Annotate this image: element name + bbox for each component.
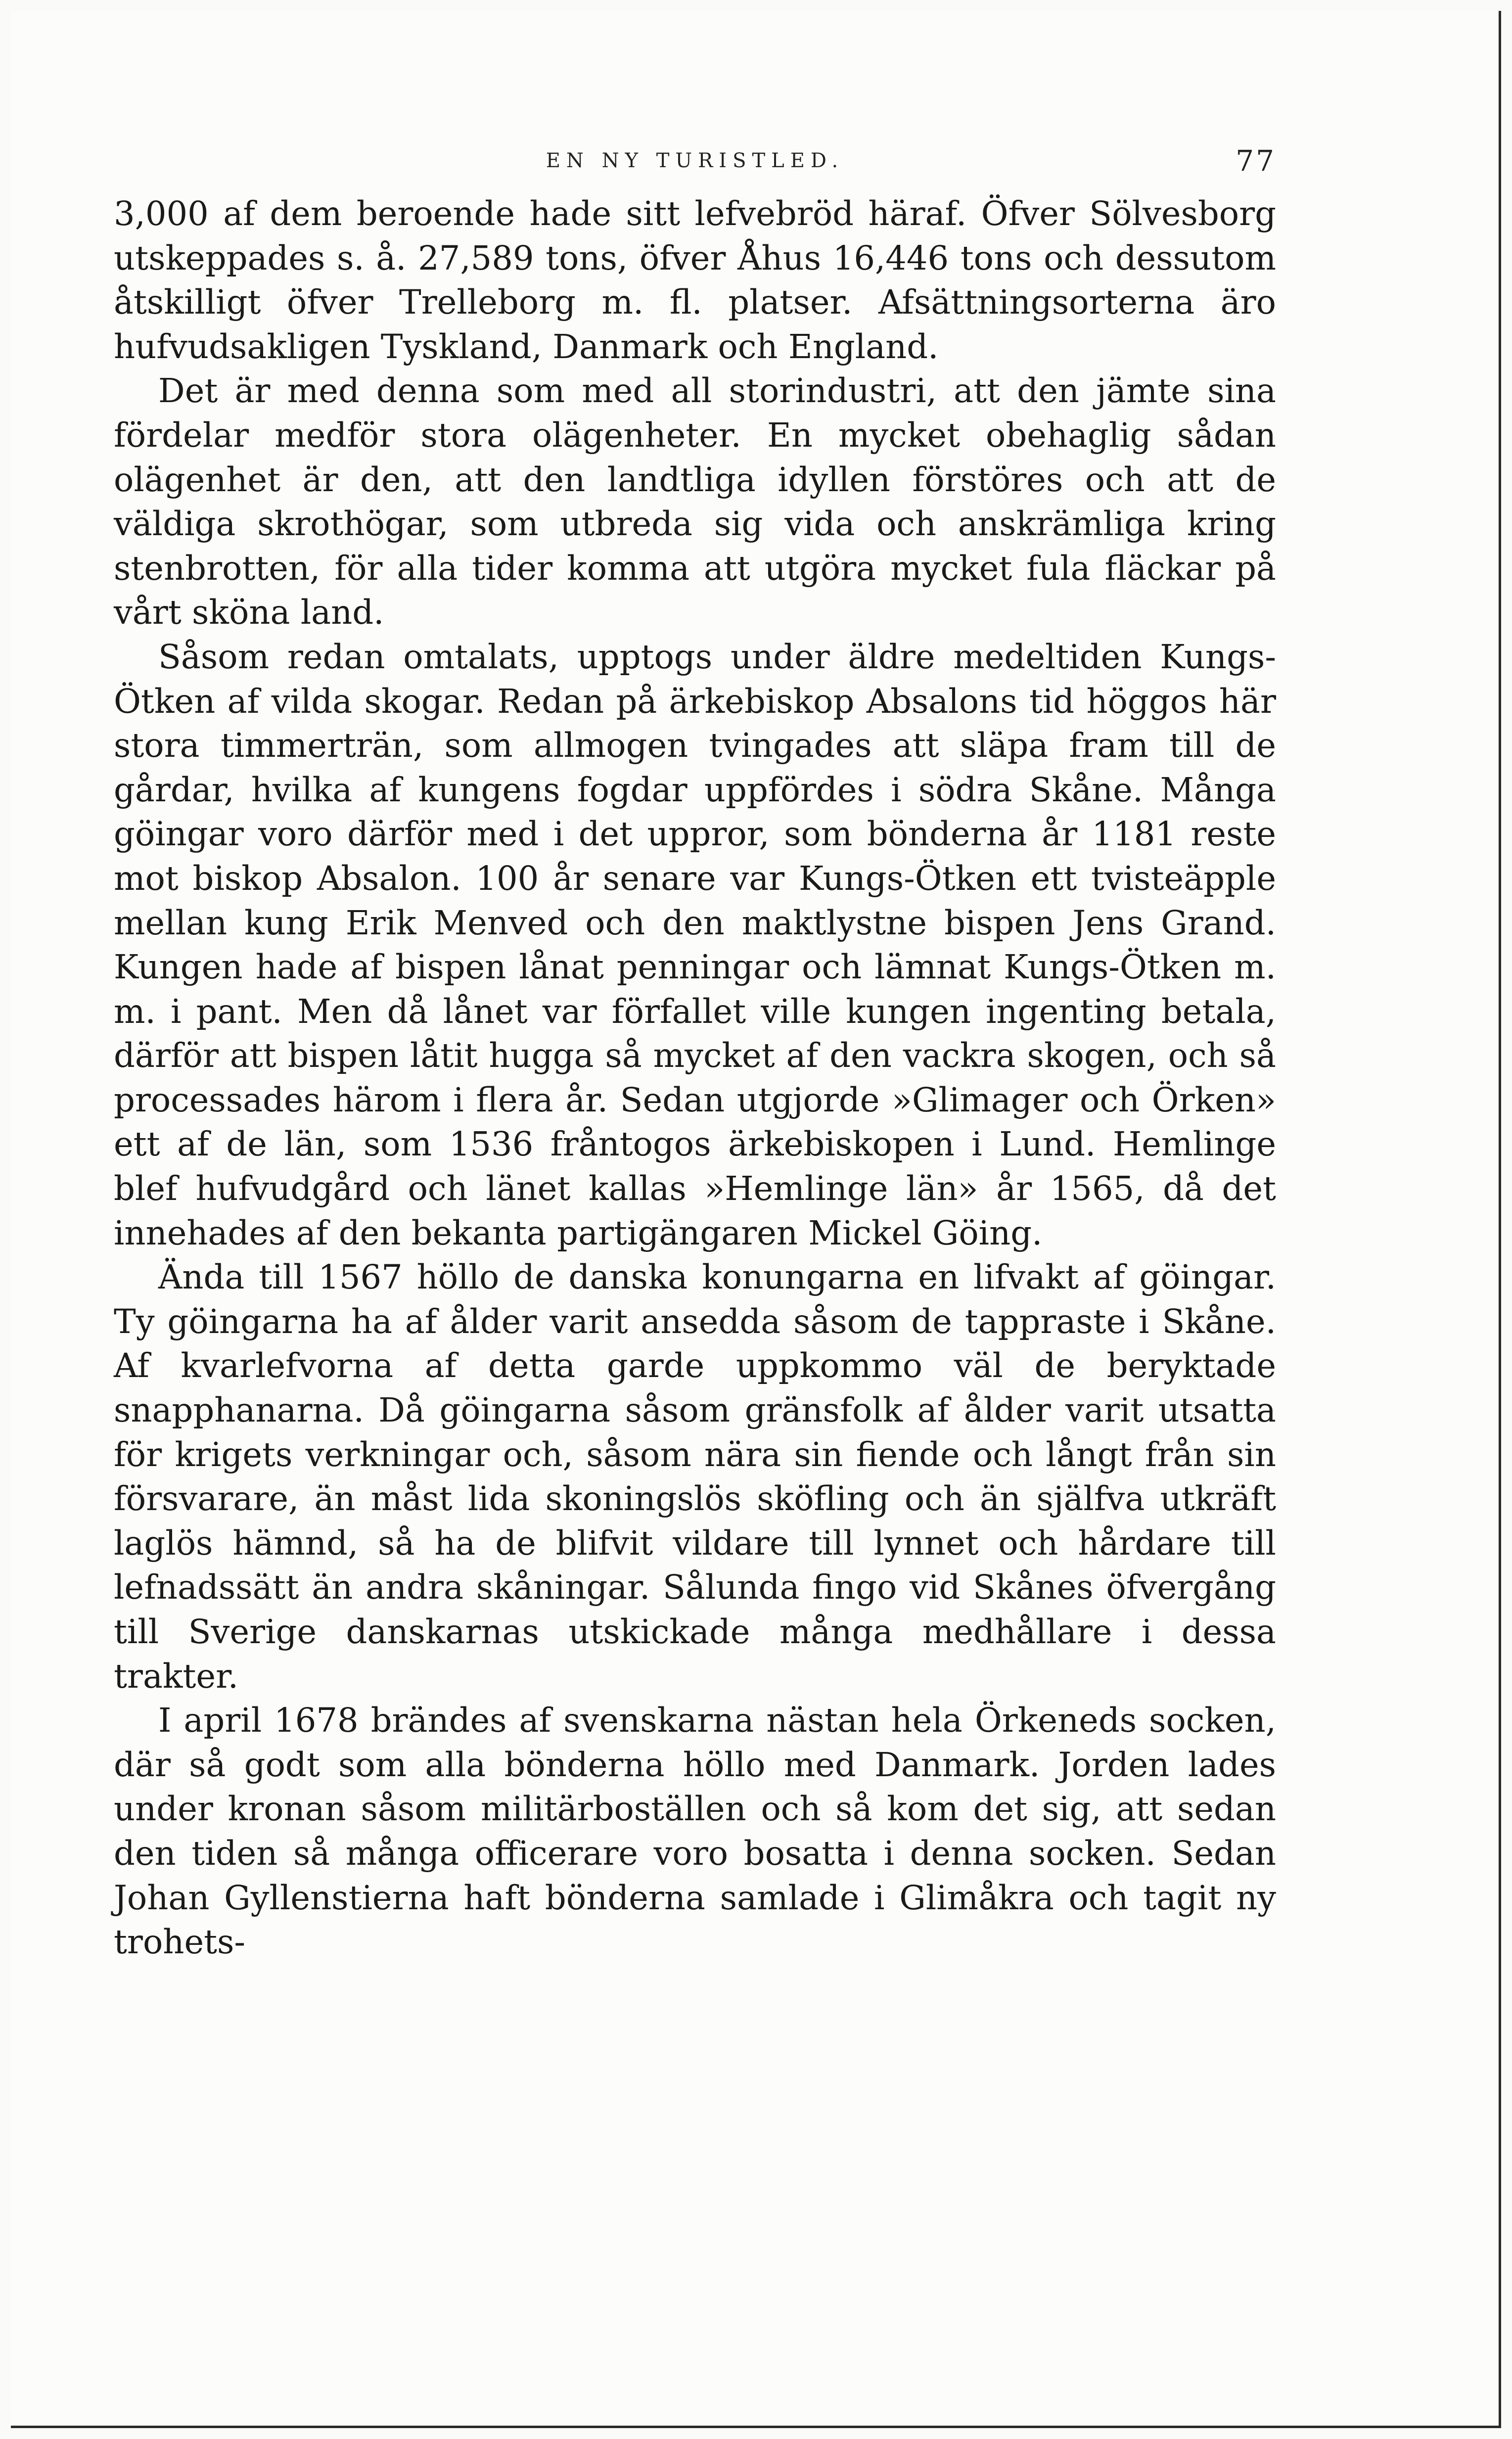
paragraph-2: Det är med denna som med all storindustri, att den jämte sina fördelar medför stora olägenheter. En mycket obehaglig sådan olägenhet är den, att den landtliga idyllen förstöres och att de väldiga skrothögar, som utbreda sig vida och anskrämliga kring stenbrotten, för alla tider komma att utgöra mycket fula fläckar på vårt sköna land. [114,371,1276,632]
paragraph-5: I april 1678 brändes af svenskarna nästan hela Örkeneds socken, där så godt som alla bönderna höllo med Danmark. Jorden lades under kronan såsom militärboställen och så kom det sig, att sedan den tiden så många officerare voro bosatta i denna socken. Sedan Johan Gyllenstierna haft bönderna samlade i Glimåkra och tagit ny trohets- [114,1701,1276,1962]
paragraph-4: Ända till 1567 höllo de danska konungarna en lifvakt af göingar. Ty göingarna ha af ålder varit ansedda såsom de tappraste i Skåne. Af kvarlefvorna af detta garde uppkommo väl de beryktade snapphanarna. Då göingarna såsom gränsfolk af ålder varit utsatta för krigets verkningar och, såsom nära sin fiende och långt från sin försvarare, än måst lida skoningslös sköfling och än själfva utkräft laglös hämnd, så ha de blifvit vildare till lynnet och hårdare till lefnadssätt än andra skåningar. Sålunda fingo vid Skånes öfvergång till Sverige danskarnas utskickade många medhållare i dessa trakter. [114,1258,1276,1696]
paragraph-3: Såsom redan omtalats, upptogs under äldre medeltiden Kungs-Ötken af vilda skogar. Redan på ärkebiskop Absalons tid höggos här stora timmerträn, som allmogen tvingades att släpa fram till de gårdar, hvilka af kungens fogdar uppfördes i södra Skåne. Många göingar voro därför med i det uppror, som bönderna år 1181 reste mot biskop Absalon. 100 år senare var Kungs-Ötken ett tvisteäpple mellan kung Erik Menved och den maktlystne bispen Jens Grand. Kungen hade af bispen lånat penningar och lämnat Kungs-Ötken m. m. i pant. Men då lånet var förfallet ville kungen ingenting betala, därför att bispen låtit hugga så mycket af den vackra skogen, och så processades härom i flera år. Sedan utgjorde »Glimager och Örken» ett af de län, som 1536 fråntogos ärkebiskopen i Lund. Hemlinge blef hufvudgård och länet kallas »Hemlinge län» år 1565, då det innehades af den bekanta partigängaren Mickel Göing. [114,637,1276,1252]
paragraph-1: 3,000 af dem beroende hade sitt lefvebröd häraf. Öfver Sölvesborg utskeppades s. å. 27,589 tons, öfver Åhus 16,446 tons och dessutom åtskilligt öfver Trelleborg m. fl. platser. Afsättningsorterna äro hufvudsakligen Tyskland, Danmark och England. [114,194,1276,366]
body-text [114,192,1276,1965]
page-header [114,141,1276,181]
page-number: 77 [1236,144,1276,178]
running-title: EN NY TURISTLED. [546,149,844,172]
